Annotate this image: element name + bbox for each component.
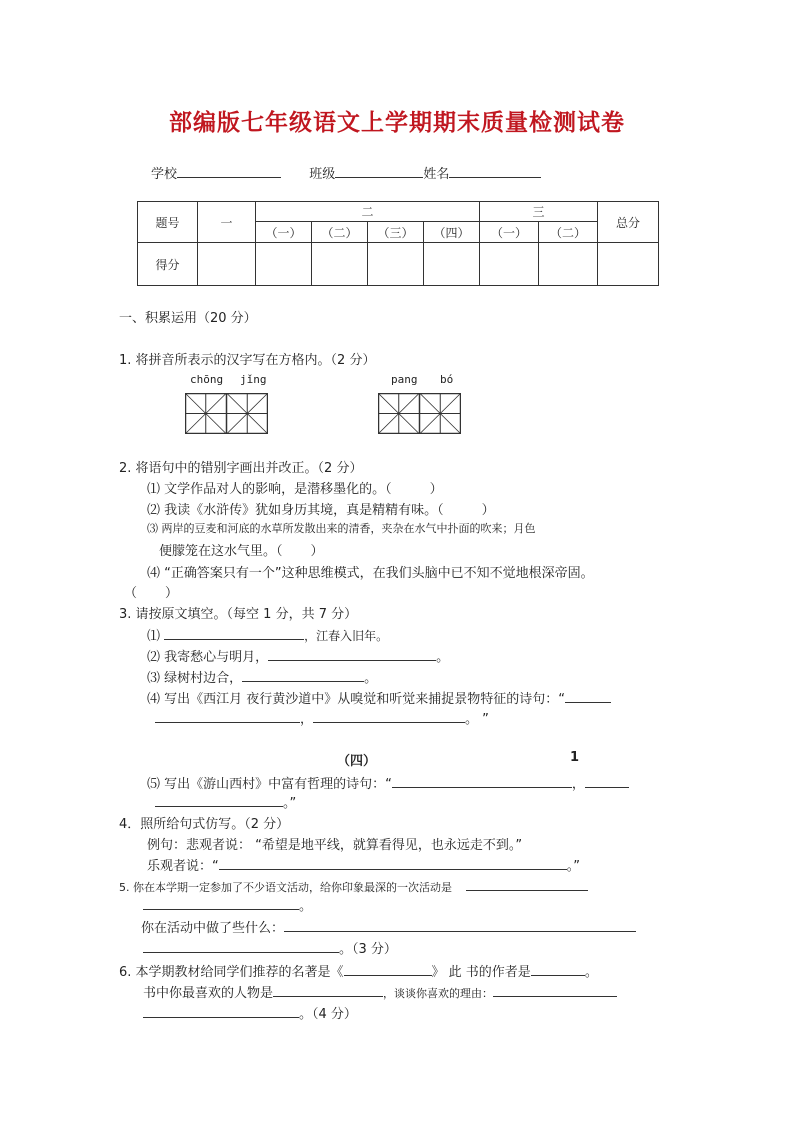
q3-line-5a: ⑸ 写出《游山西村》中富有哲理的诗句：“ ， (147, 773, 629, 792)
blank[interactable] (219, 856, 567, 870)
score-cell[interactable] (256, 243, 312, 286)
score-cell[interactable] (198, 243, 256, 286)
q1-prompt: 1. 将拼音所表示的汉字写在方格内。（2 分） (119, 353, 376, 368)
q2-sentence-3b: 便朦笼在这水气里。（ ） (159, 544, 324, 559)
score-table (137, 201, 659, 286)
section-marker: （四） (337, 754, 377, 769)
score-cell[interactable] (539, 243, 598, 286)
q2-prompt: 2. 将语句中的错别字画出并改正。（2 分） (119, 461, 363, 476)
q2-sentence-1: ⑴ 文学作品对人的影响，是潜移墨化的。（ ） (147, 482, 443, 497)
sub-header: （二） (539, 222, 598, 243)
score-label: 得分 (138, 243, 198, 286)
header-part-one: 一 (198, 202, 256, 243)
q3-line-4b: ， 。 ” (155, 708, 489, 727)
pinyin: pang (391, 373, 418, 386)
blank[interactable] (565, 689, 611, 703)
blank[interactable] (493, 983, 617, 997)
score-cell[interactable] (312, 243, 368, 286)
header-part-three: 三 (480, 202, 598, 222)
pinyin: chōng (190, 373, 224, 386)
q3-prompt: 3. 请按原文填空。（每空 1 分，共 7 分） (119, 607, 358, 622)
blank[interactable] (268, 647, 436, 661)
sub-header: （四） (424, 222, 480, 243)
q6-line-3: 。（4 分） (143, 1003, 357, 1022)
sub-header: （二） (312, 222, 368, 243)
blank[interactable] (242, 668, 364, 682)
school-blank[interactable] (177, 164, 281, 178)
character-grid-1[interactable] (185, 393, 268, 434)
school-label: 学校 (151, 167, 178, 182)
q5-line-4: 。（3 分） (143, 938, 397, 957)
score-cell[interactable] (598, 243, 659, 286)
section-heading: 一、积累运用（20 分） (119, 311, 257, 326)
blank[interactable] (143, 1004, 299, 1018)
q6-line-2: 书中你最喜欢的人物是 ，谈谈你喜欢的理由： (143, 982, 617, 1001)
name-blank[interactable] (449, 164, 541, 178)
q3-line-5b: 。” (155, 792, 296, 811)
q3-line-3: ⑶ 绿树村边合， 。 (147, 667, 377, 686)
header-part-two: 二 (256, 202, 480, 222)
score-cell[interactable] (424, 243, 480, 286)
blank[interactable] (585, 774, 629, 788)
blank[interactable] (466, 877, 588, 891)
page-title: 部编版七年级语文上学期期末质量检测试卷 (169, 109, 625, 136)
q2-sentence-2: ⑵ 我读《水浒传》犹如身历其境，真是精精有味。（ ） (147, 503, 495, 518)
blank[interactable] (273, 983, 383, 997)
blank[interactable] (284, 918, 636, 932)
q4-answer-line: 乐观者说：“ 。” (147, 855, 580, 874)
header-question-no: 题号 (138, 202, 198, 243)
student-info-line (151, 163, 541, 182)
score-cell[interactable] (480, 243, 539, 286)
q5-line-2: 。 (143, 895, 312, 914)
score-cell[interactable] (368, 243, 424, 286)
q4-prompt: 4．照所给句式仿写。（2 分） (119, 817, 290, 832)
blank[interactable] (155, 709, 300, 723)
blank[interactable] (143, 939, 339, 953)
page-number: 1 (570, 750, 580, 765)
name-label: 姓名 (423, 167, 450, 182)
q5-line-3: 你在活动中做了些什么： (141, 917, 636, 936)
q2-sentence-4: ⑷ “正确答案只有一个”这种思维模式，在我们头脑中已不知不觉地根深帝固。 (147, 566, 594, 581)
header-total: 总分 (598, 202, 659, 243)
sub-header: （一） (480, 222, 539, 243)
blank[interactable] (313, 709, 465, 723)
blank[interactable] (392, 774, 572, 788)
pinyin: jǐng (240, 373, 267, 386)
q5-prompt: 5. 你在本学期一定参加了不少语文活动，给你印象最深的一次活动是 (119, 877, 588, 895)
blank[interactable] (143, 896, 299, 910)
q3-line-1: ⑴ ，江春入旧年。 (147, 625, 388, 644)
q4-example: 例句：悲观者说： “希望是地平线，就算看得见，也永远走不到。” (147, 838, 523, 853)
q3-line-4a: ⑷ 写出《西江月 夜行黄沙道中》从嗅觉和听觉来捕捉景物特征的诗句：“ (147, 688, 611, 707)
q2-sentence-3a: ⑶ 两岸的豆麦和河底的水草所发散出来的清香，夹杂在水气中扑面的吹来；月色 (147, 522, 536, 535)
q3-line-2: ⑵ 我寄愁心与明月， 。 (147, 646, 449, 665)
pinyin: bó (440, 373, 454, 386)
blank[interactable] (164, 626, 304, 640)
sub-header: （三） (368, 222, 424, 243)
sub-header: （一） (256, 222, 312, 243)
blank[interactable] (344, 962, 432, 976)
blank[interactable] (531, 962, 585, 976)
q2-sentence-4-answer: （ ） (124, 586, 179, 601)
blank[interactable] (155, 793, 283, 807)
q6-line-1: 6. 本学期教材给同学们推荐的名著是《 》 此 书的作者是 。 (119, 961, 598, 980)
class-blank[interactable] (335, 164, 423, 178)
character-grid-2[interactable] (378, 393, 461, 434)
class-label: 班级 (309, 167, 336, 182)
